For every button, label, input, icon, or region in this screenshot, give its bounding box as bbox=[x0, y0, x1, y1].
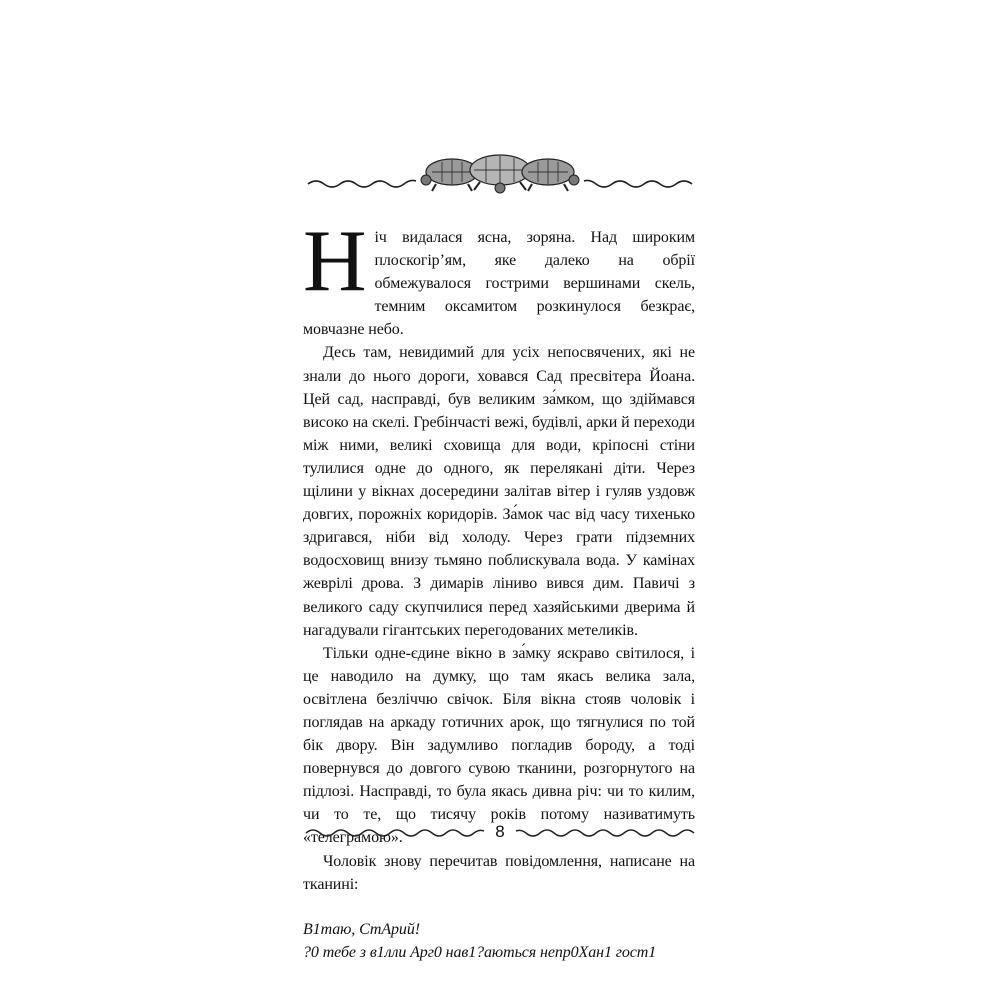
opening-paragraph-text: іч видалася ясна, зоряна. Над широким плоскогір’ям, яке далеко на обрії обмежувалося гострими вершинами скель, темним оксамитом розкинулося безкрає, мовчазне небо. bbox=[303, 229, 695, 339]
turtle-icon-center bbox=[470, 155, 530, 193]
paragraph-window: Тільки одне-єдине вікно в за́мку яскраво світилося, і це наводило на думку, що там якась велика зала, освітлена безліччю свічок. Біля вікна стояв чоловік і поглядав на аркаду готичних арок, що тягнулися по той бік двору. Він задумливо погладив бороду, а тоді повернувся до довгого сувою тканини, розгорнутого на підлозі. Насправді, то була якась дивна річ: чи то килим, чи то те, що тисячу років потому називатимуть «телеграмою». bbox=[303, 644, 695, 847]
letter-line-1: В1таю, СтАрий! bbox=[303, 920, 420, 938]
body-text bbox=[303, 213, 695, 964]
paragraph-castle: Десь там, невидимий для усіх непосвячених, які не знали до нього дороги, ховався Сад пресвітера Йоана. Цей сад, насправді, був великим за́мком, що здіймався високо на скелі. Гребінчасті вежі, будівлі, арки й переходи між ними, великі сховища для води, кріпосні стіни тулилися одне до одного, як перелякані діти. Через щілини у вікнах досередини залітав вітер і гуляв уздовж довгих, порожніх коридорів. За́мок час від часу тихенько здригався, ніби від холоду. Через грати підземних водосховищ внизу тьмяно поблискувала вода. У камінах жеврілі дрова. З димарів ліниво вився дим. Павичі з великого саду скупчилися перед хазяйськими дверима й нагадували гігантських перегодованих метеликів. bbox=[303, 344, 695, 639]
turtle-ornament-header bbox=[300, 150, 700, 200]
opening-paragraph bbox=[303, 213, 695, 341]
turtle-icon-left bbox=[421, 159, 478, 191]
paragraph-message-intro: Чоловік знову перечитав повідомлення, написане на тканині: bbox=[303, 852, 695, 893]
turtle-icon-right bbox=[522, 159, 579, 191]
drop-cap: Н bbox=[303, 213, 367, 310]
letter-line-2: ?0 тебе з в1лли Арг0 нав1?аються непр0Хан1 гост1 bbox=[303, 943, 657, 961]
cipher-letter bbox=[303, 918, 695, 964]
page-number: 8 bbox=[495, 822, 505, 841]
